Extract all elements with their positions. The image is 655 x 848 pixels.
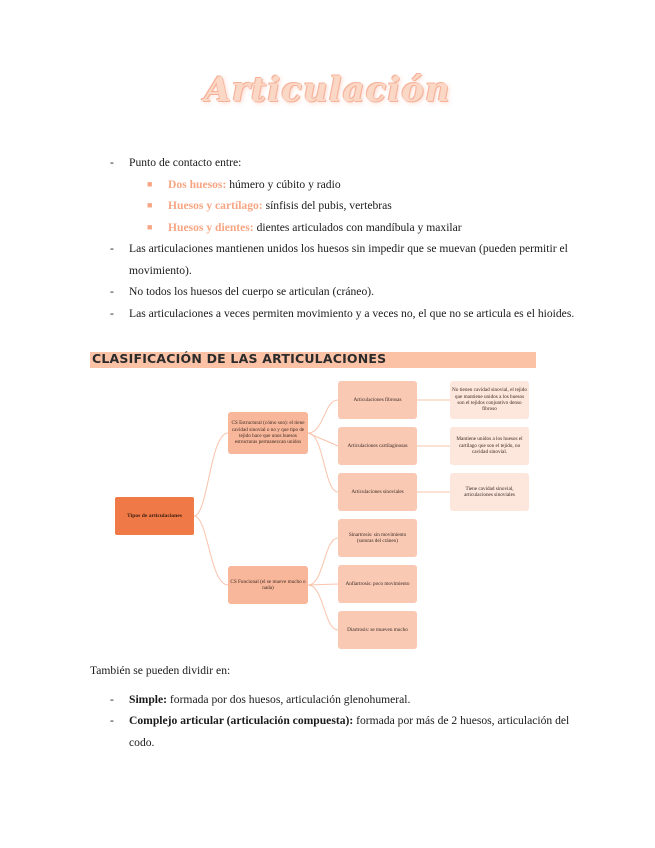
bullet-icon: ■ — [147, 221, 153, 232]
list-item: - Punto de contacto entre: — [110, 156, 242, 169]
synarthrosis-node: Sinartrosis: sin movimiento (suturas del cráneo) — [338, 519, 417, 557]
diarthrosis-node: Diartrosis: se mueven mucho — [338, 611, 417, 649]
cartilaginous-node: Articulaciones cartilaginosas — [338, 427, 417, 465]
page-title: Articulación — [204, 70, 451, 110]
list-item: - Simple: formada por dos huesos, articulación glenohumeral. — [110, 692, 411, 706]
section-banner — [90, 352, 536, 368]
section-heading: CLASIFICACIÓN DE LAS ARTICULACIONES — [92, 351, 387, 366]
bottom-section — [90, 660, 580, 753]
bullet-icon: ■ — [147, 200, 153, 210]
intro-list — [110, 152, 580, 324]
structural-node: CS Estructural (cómo son): el tiene cavidad sinovial o no y que tipo de tejido hace que unos huesos estructuras permanezcan unidos — [228, 412, 308, 454]
classification-diagram — [110, 375, 535, 655]
list-item: - Complejo articular (articulación compuesta): formada por más de 2 huesos, articulación del codo. — [110, 714, 570, 749]
list-item: - Las articulaciones a veces permiten movimiento y a veces no, el que no se articula es el hioides. — [110, 306, 575, 320]
bullet-icon: ■ — [147, 178, 153, 189]
bottom-list — [110, 689, 580, 754]
fibrous-node: Articulaciones fibrosas — [338, 381, 417, 419]
sub-item: ■ Huesos y dientes: dientes articulados con mandíbula y maxilar — [110, 217, 580, 239]
functional-node: CS Funcional (el se mueve mucho o nada) — [228, 566, 308, 604]
fibrous-desc: No tienen cavidad sinovial, el tejido que mantiene unidos a los huesos son el tejidos conjuntivo denso fibroso — [450, 381, 529, 419]
synovial-desc: Tiene cavidad sinovial, articulaciones sinoviales — [450, 473, 529, 511]
cartilaginous-desc: Mantiene unidos a los huesos el cartílago que son el tejido, no cavidad sinovial. — [450, 427, 529, 465]
root-node: Tipos de articulaciones — [115, 497, 194, 535]
list-item: - No todos los huesos del cuerpo se articulan (cráneo). — [110, 285, 375, 298]
sub-item: ■ Dos huesos: húmero y cúbito y radio — [110, 174, 580, 196]
synovial-node: Articulaciones sinoviales — [338, 473, 417, 511]
sub-item: ■ Huesos y cartílago: sínfisis del pubis, vertebras — [110, 195, 580, 217]
bottom-intro: También se pueden dividir en: — [90, 664, 231, 677]
list-item: - Las articulaciones mantienen unidos los huesos sin impedir que se muevan (pueden permitir el movimiento). — [110, 242, 568, 277]
amphiarthrosis-node: Anfiartrosis: poco movimiento — [338, 565, 417, 603]
